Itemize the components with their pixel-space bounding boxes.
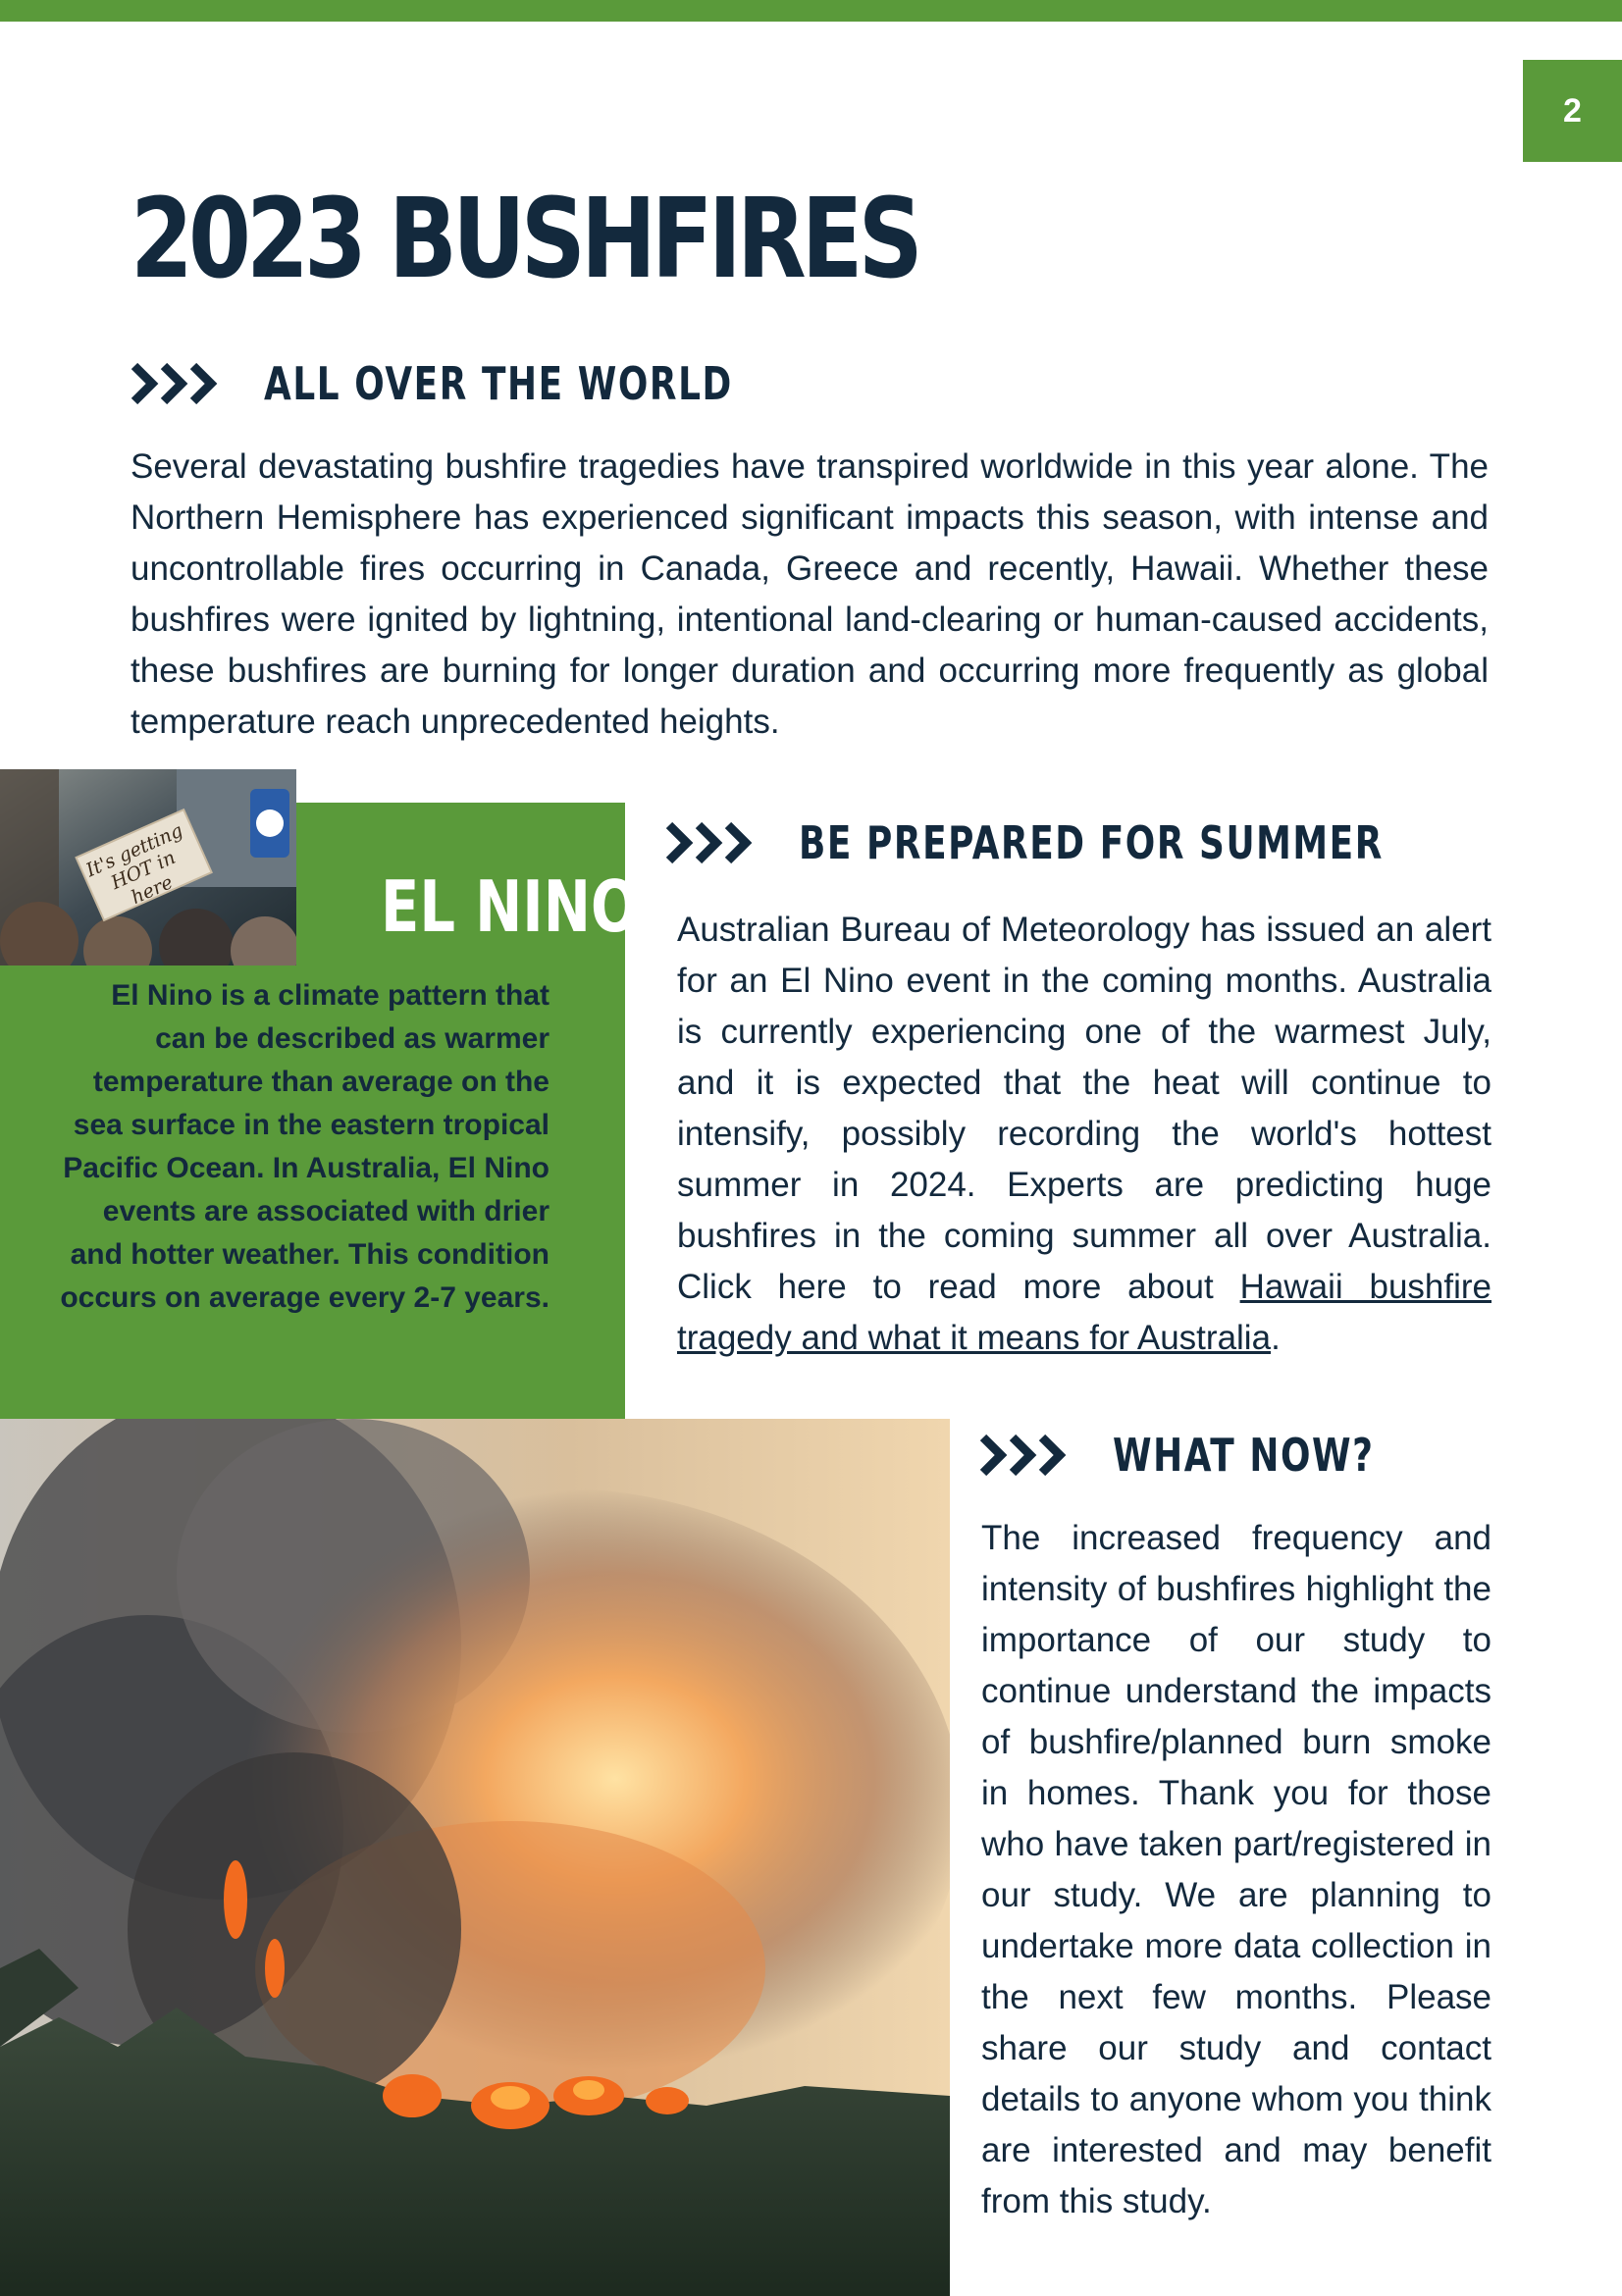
bushfire-image: [0, 1419, 950, 2296]
triple-chevron-icon: [131, 360, 225, 407]
page-title: 2023 BUSHFIRES: [131, 176, 918, 303]
summer-body-intro: Australian Bureau of Meteorology has issued an alert for an El Nino event in the coming months. Australia is currently experiencing one of the warmest July, and it is expected that the heat will continue to intensify, possibly recording the world's hottest summer in 2024. Experts are predicting huge bushfires in the coming summer all over Australia. Click here to read more about: [677, 911, 1491, 1306]
heading-what-now: [979, 1429, 1448, 1482]
triple-chevron-icon: [979, 1432, 1073, 1479]
top-accent-bar: [0, 0, 1622, 22]
page-number-badge: [1523, 60, 1622, 162]
summer-body-text: [677, 905, 1491, 1364]
triple-chevron-icon: [665, 819, 759, 866]
section-heading: ALL OVER THE WORLD: [264, 357, 733, 410]
el-nino-body-text: El Nino is a climate pattern that can be described as warmer temperature than average on the sea surface in the eastern tropical Pacific Ocean. In Australia, El Nino events are associated with drier and hotter weather. This condition occurs on average every 2-7 years.: [60, 979, 549, 1314]
section-heading: WHAT NOW?: [1113, 1429, 1375, 1482]
protest-photo: [0, 769, 296, 965]
page-number: 2: [1563, 91, 1582, 130]
section-heading: BE PREPARED FOR SUMMER: [799, 816, 1384, 869]
summer-body-end: .: [1271, 1319, 1281, 1357]
el-nino-heading: EL NINO: [381, 865, 639, 948]
hawaii-article-link[interactable]: Hawaii bushfire tragedy and what it means for Australia: [677, 1268, 1492, 1357]
world-body-text: Several devastating bushfire tragedies have transpired worldwide in this year alone. The Northern Hemisphere has experienced significant impacts this season, with intense and uncontrollable fires occurring in Canada, Greece and recently, Hawaii. Whether these bushfires were ignited by lightning, intentional land-clearing or human-caused accidents, these bushfires are burning for longer duration and occurring more frequently as global temperature reach unprecedented heights.: [131, 447, 1489, 741]
what-now-body-text: The increased frequency and intensity of bushfires highlight the importance of our study to continue understand the impacts of bushfire/planned burn smoke in homes. Thank you for those who have taken part/registered in our study. We are planning to undertake more data collection in the next few months. Please share our study and contact details to anyone whom you think are interested and may benefit from this study.: [981, 1519, 1491, 2220]
bushfire-photo: [0, 1419, 950, 2296]
heading-be-prepared: [665, 816, 1548, 869]
heading-all-over-the-world: [131, 357, 865, 410]
protest-sign-text: It's getting HOT in here: [82, 819, 186, 910]
